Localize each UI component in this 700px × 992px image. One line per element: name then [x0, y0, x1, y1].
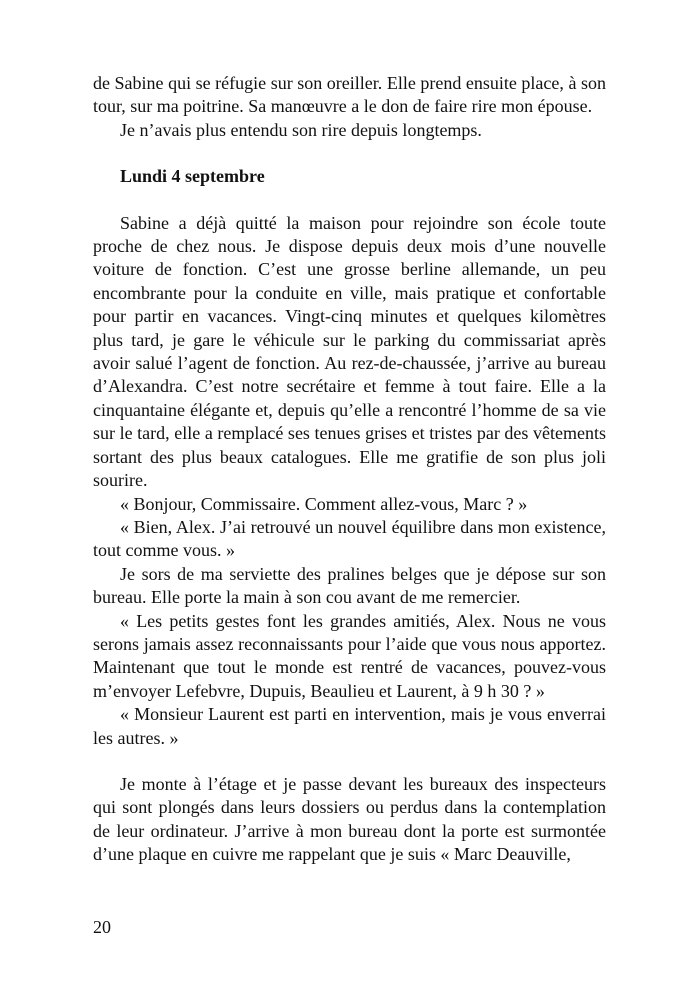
section-heading: Lundi 4 septembre	[120, 166, 265, 187]
paragraph: Je monte à l’étage et je passe devant les bureaux des inspecteurs qui sont plongés dans leurs dossiers ou perdus dans la contemplation de leur ordinateur. J’arrive à mon bureau dont la porte est surmontée d’une plaque en cuivre me rappelant que je suis « Marc Deauville,	[93, 773, 606, 865]
paragraph: Je n’avais plus entendu son rire depuis longtemps.	[120, 119, 482, 140]
dialogue-line: « Bien, Alex. J’ai retrouvé un nouvel équilibre dans mon existence, tout comme vous. »	[93, 516, 606, 561]
dialogue-line: « Monsieur Laurent est parti en intervention, mais je vous enverrai les autres. »	[93, 704, 606, 748]
paragraph-continuation: de Sabine qui se réfugie sur son oreiller. Elle prend ensuite place, à son tour, sur ma poitrine. Sa manœuvre a le don de faire rire mon épouse.	[93, 73, 606, 117]
paragraph: Je sors de ma serviette des pralines belges que je dépose sur son bureau. Elle porte la main à son cou avant de me remercier.	[93, 563, 606, 608]
paragraph: Sabine a déjà quitté la maison pour rejoindre son école toute proche de chez nous. Je dispose depuis deux mois d’une nouvelle voiture de fonction. C’est une grosse berline allemande, un peu encombrante pour la conduite en ville, mais pratique et confortable pour partir en vacances. Vingt-cinq minutes et quelques kilomètres plus tard, je gare le véhicule sur le parking du commissariat après avoir salué l’agent de fonction. Au rez-de-chaussée, j’arrive au bureau d’Alexandra. C’est notre secrétaire et femme à tout faire. Elle a la cinquantaine élégante et, depuis qu’elle a rencontré l’homme de sa vie sur le tard, elle a remplacé ses tenues grises et tristes par des vêtements sortant des plus beaux catalogues. Elle me gratifie de son plus joli sourire.	[93, 212, 606, 491]
dialogue-line: « Bonjour, Commissaire. Comment allez-vous, Marc ? »	[120, 493, 528, 514]
dialogue-line: « Les petits gestes font les grandes amitiés, Alex. Nous ne vous serons jamais assez reconnaissants pour l’aide que vous nous apportez. Maintenant que tout le monde est rentré de vacances, pouvez-vous m’envoyer Lefebvre, Dupuis, Beaulieu et Laurent, à 9 h 30 ? »	[93, 610, 606, 701]
page-body	[93, 72, 606, 867]
page-number: 20	[93, 917, 111, 937]
